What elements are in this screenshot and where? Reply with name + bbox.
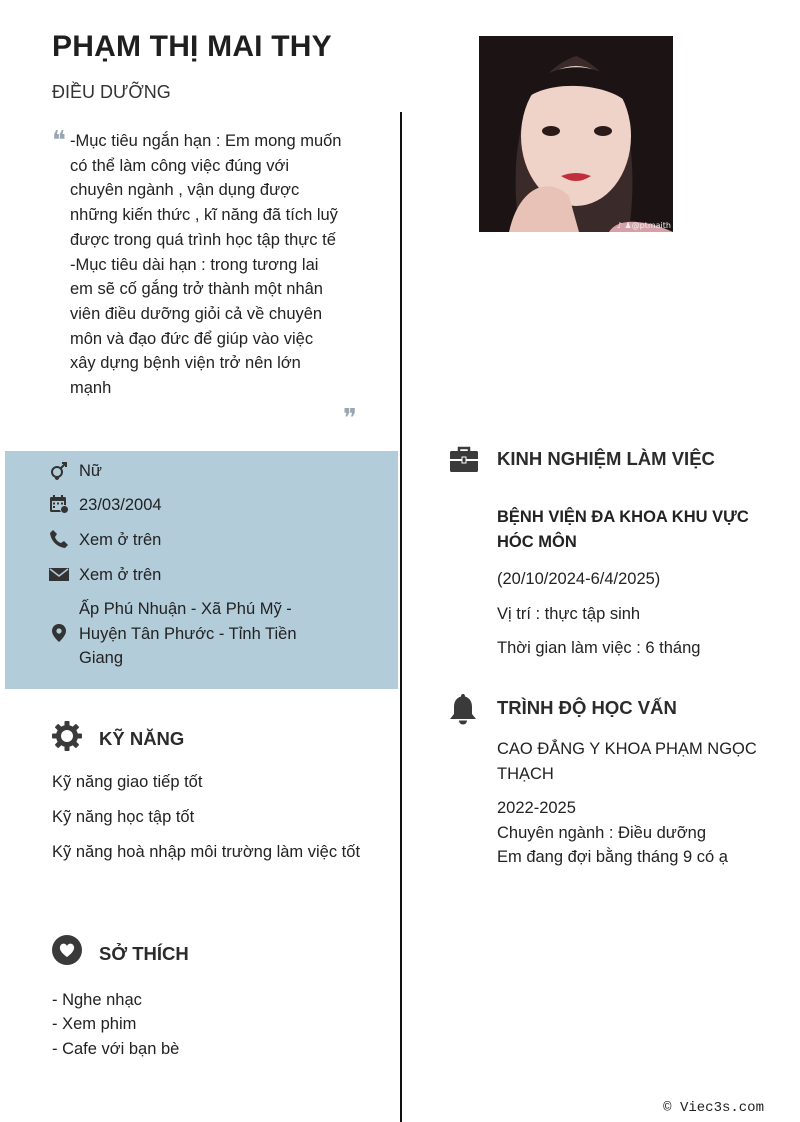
- calendar-icon: [49, 494, 69, 514]
- skill-item: Kỹ năng hoà nhập môi trường làm việc tốt: [52, 843, 361, 861]
- education-major: Chuyên ngành : Điều dưỡng: [497, 824, 707, 842]
- gear-icon: [51, 720, 83, 752]
- column-divider: [400, 112, 402, 1122]
- email-value[interactable]: Xem ở trên: [79, 566, 162, 584]
- personal-info-panel: [5, 451, 398, 689]
- career-objective: -Mục tiêu ngắn hạn : Em mong muốn có thể làm công việc đúng với chuyên ngành , vận dụng được những kiến thức , kĩ năng đã tích luỹ được trong quá trình học tập thực tế -Mục tiêu dài hạn : trong tương lai em sẽ cố gắng trở thành một nhân viên điều dưỡng giỏi cả về chuyên môn và đạo đức để giúp vào việc xây dựng bệnh viện trở nên lớn mạnh: [70, 132, 342, 398]
- address-value: Ấp Phú Nhuận - Xã Phú Mỹ - Huyện Tân Phước - Tỉnh Tiền Giang: [79, 600, 297, 667]
- skill-item: Kỹ năng giao tiếp tốt: [52, 773, 203, 791]
- briefcase-icon: [449, 444, 479, 474]
- birthdate-value: 23/03/2004: [79, 496, 162, 514]
- profile-photo: [479, 36, 673, 232]
- hobby-item: - Xem phim: [52, 1015, 137, 1033]
- experience-period: (20/10/2024-6/4/2025): [497, 570, 661, 588]
- candidate-name: PHẠM THỊ MAI THY: [52, 30, 332, 63]
- education-title: TRÌNH ĐỘ HỌC VẤN: [497, 697, 677, 718]
- bell-icon: [449, 693, 477, 725]
- photo-watermark: ♪ ♟@ptmaith: [616, 221, 671, 230]
- phone-icon: [49, 529, 69, 549]
- location-pin-icon: [49, 623, 69, 643]
- education-years: 2022-2025: [497, 799, 576, 817]
- candidate-role: ĐIỀU DƯỠNG: [52, 82, 171, 102]
- skills-title: KỸ NĂNG: [99, 728, 185, 749]
- hobby-item: - Nghe nhạc: [52, 991, 142, 1009]
- experience-title: KINH NGHIỆM LÀM VIỆC: [497, 448, 715, 469]
- address-row: [49, 597, 319, 671]
- hobby-item: - Cafe với bạn bè: [52, 1040, 180, 1058]
- experience-duration: Thời gian làm việc : 6 tháng: [497, 639, 701, 657]
- email-row: [49, 563, 319, 588]
- envelope-icon: [49, 564, 69, 584]
- copyright-footer[interactable]: © Viec3s.com: [663, 1100, 764, 1116]
- gender-icon: [49, 460, 69, 480]
- gender-row: [49, 459, 319, 484]
- education-note: Em đang đợi bằng tháng 9 có ạ: [497, 848, 728, 866]
- portrait-illustration: [479, 36, 673, 232]
- skill-item: Kỹ năng học tập tốt: [52, 808, 195, 826]
- gender-value: Nữ: [79, 462, 102, 480]
- heart-icon: [52, 935, 82, 965]
- phone-row: [49, 528, 319, 553]
- hobbies-title: SỞ THÍCH: [99, 943, 189, 964]
- education-school: CAO ĐẲNG Y KHOA PHẠM NGỌC THẠCH: [497, 740, 757, 783]
- phone-value[interactable]: Xem ở trên: [79, 531, 162, 549]
- quote-open-icon: ❝: [52, 126, 66, 156]
- quote-close-icon: ❞: [343, 404, 357, 434]
- experience-position: Vị trí : thực tập sinh: [497, 605, 641, 623]
- experience-company: BỆNH VIỆN ĐA KHOA KHU VỰC HÓC MÔN: [497, 508, 749, 551]
- birthdate-row: [49, 493, 319, 518]
